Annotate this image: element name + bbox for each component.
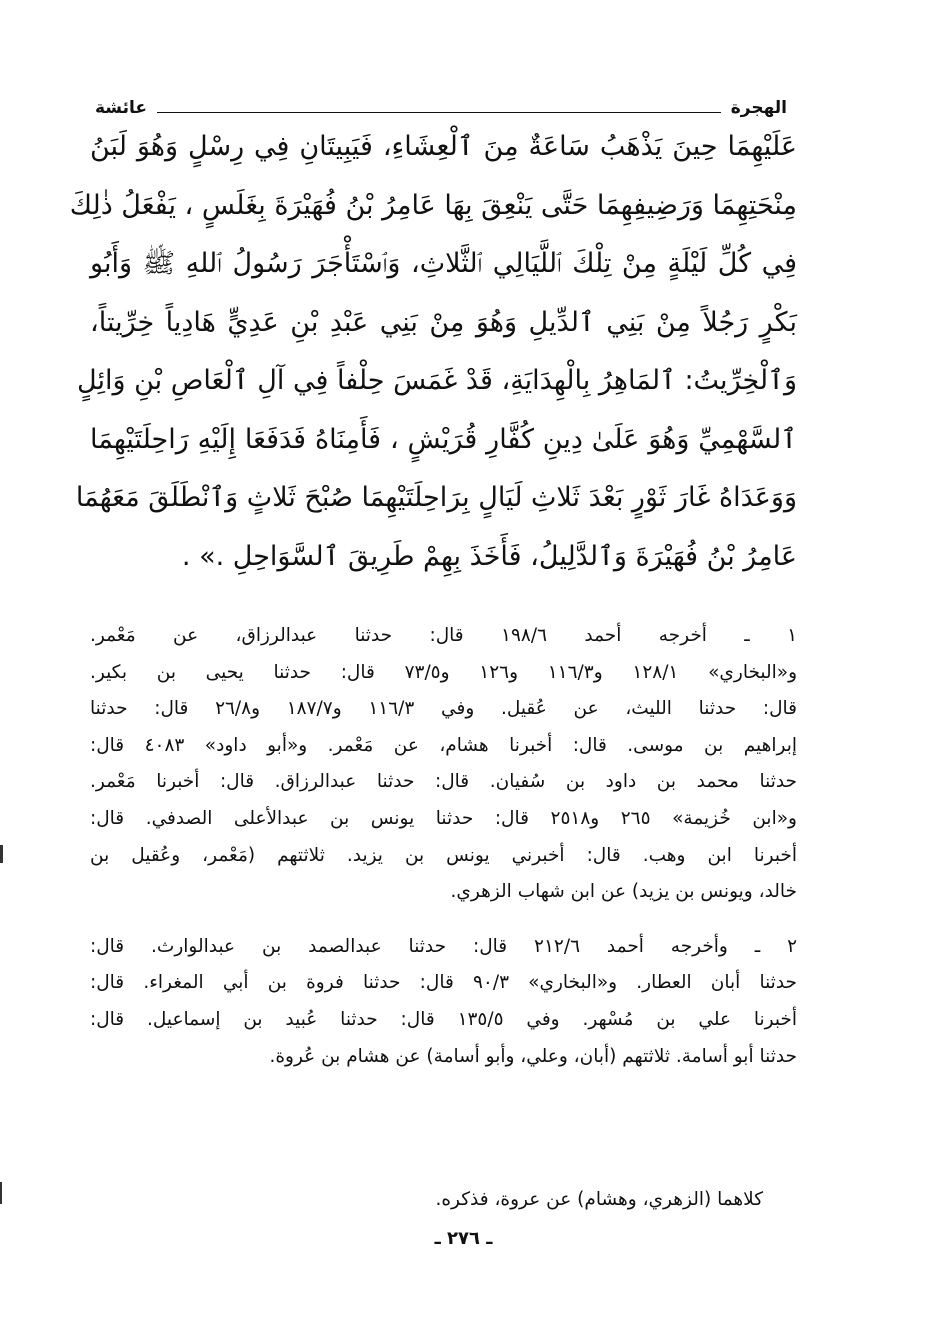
footnote-line: ٢ ـ وأخرجه أحمد ٢١٢/٦ قال: حدثنا عبدالصمد بن عبدالوارث. قال: <box>90 935 798 957</box>
footnote-line: أخبرنا علي بن مُسْهر. وفي ١٣٥/٥ قال: حدثنا عُبيد بن إسماعيل. قال: <box>90 1008 797 1030</box>
footnote-1 <box>90 618 797 911</box>
footnote-line: ١ ـ أخرجه أحمد ١٩٨/٦ قال: حدثنا عبدالرزاق، عن مَعْمر. <box>90 625 798 646</box>
footnote-line: إبراهيم بن موسى. قال: أخبرنا هشام، عن مَعْمر. و«أبو داود» ٤٠٨٣ قال: <box>90 734 797 756</box>
footnote-line: و«ابن خُزيمة» ٢٦٥ و٢٥١٨ قال: حدثنا يونس بن عبدالأعلى الصدفي. قال: <box>90 807 797 829</box>
footnotes <box>90 618 797 1093</box>
hadith-line: وَوَعَدَاهُ غَارَ ثَوْرٍ بَعْدَ ثَلاثِ لَيَالٍ بِرَاحِلَتَيْهِمَا صُبْحَ ثَلاثٍ وَٱنْطَلَقَ مَعَهُمَا <box>75 482 797 513</box>
hadith-line: وَٱلْخِرِّيتُ: ٱلمَاهِرُ بِالْهِدَايَةِ، قَدْ غَمَسَ حِلْفاً فِي آلِ ٱلْعَاصِ بْنِ وَائِلٍ <box>77 365 797 396</box>
hadith-line: فِي كُلِّ لَيْلَةٍ مِنْ تِلْكَ ٱللَّيَالِي ٱلثَّلاثِ، وَٱسْتَأْجَرَ رَسُولُ ٱللهِ ﷺ وَأَبُو <box>90 248 797 279</box>
header-rule <box>157 112 721 113</box>
hadith-text <box>69 118 797 586</box>
footnote-line: حدثنا أبو أسامة. ثلاثتهم (أبان، وعلي، وأبو أسامة) عن هشام بن عُروة. <box>269 1045 797 1067</box>
hadith-line: عَامِرُ بْنُ فُهَيْرَةَ وَٱلدَّلِيلُ، فَأَخَذَ بِهِمْ طَرِيقَ ٱلسَّوَاحِلِ .» . <box>181 540 797 572</box>
closing-line: كلاهما (الزهري، وهشام) عن عروة، فذكره. <box>435 1189 763 1210</box>
hadith-line: مِنْحَتِهِمَا وَرَضِيفِهِمَا حَتَّى يَنْعِقَ بِهَا عَامِرُ بْنُ فُهَيْرَةَ بِغَلَسٍ ، يَفْعَلُ ذٰلِكَ <box>69 189 797 221</box>
hadith-line: عَلَيْهِمَا حِينَ يَذْهَبُ سَاعَةٌ مِنَ ٱلْعِشَاءِ، فَيَبِيتَانِ فِي رِسْلٍ وَهُوَ لَبَنُ <box>90 131 797 162</box>
page-number <box>0 1228 927 1249</box>
chapter-title: الهجرة <box>730 98 787 118</box>
footnote-line: قال: حدثنا الليث، عن عُقيل. وفي ١١٦/٣ و١٨٧/٧ و٢٦/٨ قال: حدثنا <box>90 698 797 720</box>
footnote-line: و«البخاري» ١٢٨/١ و١١٦/٣ و١٢٦ و٧٣/٥ قال: حدثنا يحيى بن بكير. <box>90 661 798 683</box>
page-number-text: ـ ٢٧٦ ـ <box>434 1228 493 1249</box>
section-title: عائشة <box>95 98 147 118</box>
footnote-line: أخبرنا ابن وهب. قال: أخبرني يونس بن يزيد. ثلاثتهم (مَعْمر، وعُقيل بن <box>90 844 797 866</box>
hadith-line: ٱلسَّهْمِيِّ وَهُوَ عَلَىٰ دِينِ كُفَّارِ قُرَيْشٍ ، فَأَمِنَاهُ فَدَفَعَا إِلَيْهِ رَاحِلَتَيْهِمَا <box>90 423 797 455</box>
running-header <box>95 88 787 118</box>
footnote-line: خالد، ويونس بن يزيد) عن ابن شهاب الزهري. <box>450 881 797 903</box>
footnote-line: حدثنا محمد بن داود بن سُفيان. قال: حدثنا عبدالرزاق. قال: أخبرنا مَعْمر. <box>90 771 797 793</box>
hadith-line: بَكْرٍ رَجُلاً مِنْ بَنِي ٱلدِّيلِ وَهُوَ مِنْ بَنِي عَبْدِ بْنِ عَدِيٍّ هَادِياً خِرِّيتاً، <box>90 306 797 338</box>
scan-edge-mark <box>0 1182 2 1204</box>
footnote-2 <box>90 929 797 1075</box>
scan-edge-mark <box>0 845 3 863</box>
footnote-line: حدثنا أبان العطار. و«البخاري» ٩٠/٣ قال: حدثنا فروة بن أبي المغراء. قال: <box>90 972 797 994</box>
